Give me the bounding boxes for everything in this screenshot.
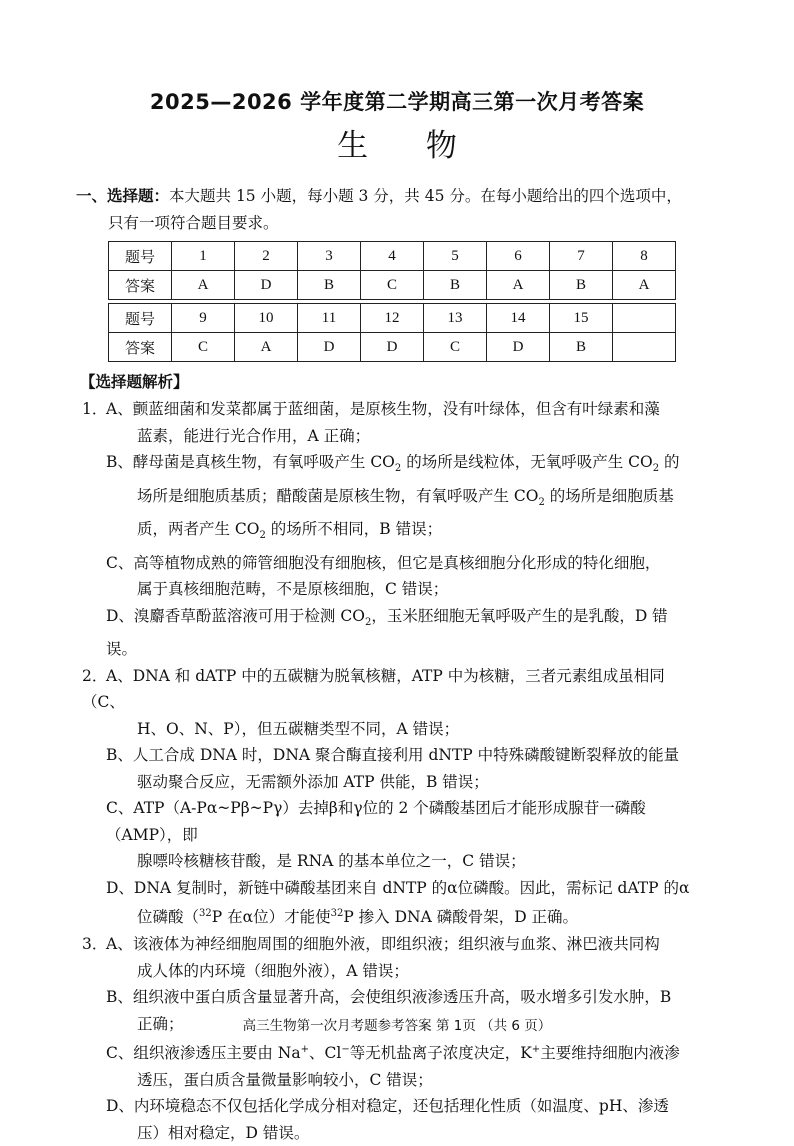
table-cell: D [487,333,550,362]
question-3 [82,931,696,1146]
table-cell: C [361,271,424,300]
option-text: B、组织液中蛋白质含量显著升高，会使组织液渗透压升高，吸水增多引发水肿，B [106,988,672,1007]
option-text: D、内环境稳态不仅包括化学成分相对稳定，还包括理化性质（如温度、pH、渗透 [106,1097,669,1116]
table-cell: 15 [550,304,613,333]
section-heading [76,183,706,237]
question-2 [82,663,696,931]
page-title: 2025—2026 学年度第二学期高三第一次月考答案 [149,90,645,114]
option-text: 成人体的内环境（细胞外液），A 错误； [137,961,409,980]
table-cell: 7 [550,242,613,271]
row-header: 答案 [109,271,172,300]
table-cell: B [298,271,361,300]
section-instructions-cont: 只有一项符合题目要求。 [108,214,279,232]
table-cell: 8 [613,242,676,271]
table-cell [613,304,676,333]
section-instructions: 本大题共 15 小题，每小题 3 分，共 45 分。在每小题给出的四个选项中， [169,187,682,205]
answer-table [108,241,676,362]
option-text: 位磷酸（$^{32}$P 在α位）才能使$^{32}$P 掺入 DNA 磷酸骨架，D 正确。 [137,908,579,927]
table-cell: 1 [172,242,235,271]
option-text: C、ATP（A-Pα~Pβ~Pγ）去掉β和γ位的 2 个磷酸基团后才能形成腺苷一磷酸（AMP），即 [106,799,646,844]
option-text: C、组织液渗透压主要由 Na+、Cl−等无机盐离子浓度决定，K+主要维持细胞内液渗 [106,1044,680,1063]
section-label: 一、选择题： [76,187,170,205]
table-cell: B [424,271,487,300]
table-cell: 10 [235,304,298,333]
table-cell: 11 [298,304,361,333]
option-text: 腺嘌呤核糖核苷酸，是 RNA 的基本单位之一，C 错误； [137,852,526,871]
table-row [109,242,676,271]
table-cell: A [613,271,676,300]
table-cell: A [487,271,550,300]
option-text: C、高等植物成熟的筛管细胞没有细胞核，但它是真核细胞分化形成的特化细胞， [106,553,661,572]
option-text: B、人工合成 DNA 时，DNA 聚合酶直接利用 dNTP 中特殊磷酸键断裂释放的能量 [106,746,680,765]
page-footer: 高三生物第一次月考题参考答案 第 1页 （共 6 页） [242,1018,552,1034]
table-cell: 13 [424,304,487,333]
table-cell: 3 [298,242,361,271]
table-cell: B [550,271,613,300]
table-cell: D [361,333,424,362]
option-text: D、溴麝香草酚蓝溶液可用于检测 $CO_2$，玉米胚细胞无氧呼吸产生的是乳酸，D 错误。 [106,606,668,659]
table-cell [613,333,676,362]
table-row [109,271,676,300]
option-text: D、DNA 复制时，新链中磷酸基团来自 dNTP 的α位磷酸。因此，需标记 dATP 的α [106,878,690,897]
table-cell: C [424,333,487,362]
option-text: 正确； [137,1014,184,1033]
table-cell: 2 [235,242,298,271]
option-text: H、O、N、P），但五碳糖类型不同，A 错误； [137,719,460,738]
option-text: A、DNA 和 dATP 中的五碳糖为脱氧核糖，ATP 中为核糖，三者元素组成虽相同（C、 [82,666,665,712]
question-number: 3． [82,935,108,954]
table-cell: A [172,271,235,300]
table-cell: C [172,333,235,362]
table-cell: 9 [172,304,235,333]
question-number: 2． [82,666,108,685]
option-text: A、颤蓝细菌和发菜都属于蓝细菌，是原核生物，没有叶绿体，但含有叶绿素和藻 [106,400,660,418]
table-cell: 12 [361,304,424,333]
option-text: 驱动聚合反应，无需额外添加 ATP 供能，B 错误； [137,772,489,791]
question-1 [82,396,696,663]
table-cell: B [550,333,613,362]
table-cell: 5 [424,242,487,271]
row-header: 题号 [109,304,172,333]
option-text: 质，两者产生 $CO_2$ 的场所不相同，B 错误； [137,520,443,542]
table-cell: A [235,333,298,362]
table-cell: 4 [361,242,424,271]
option-text: A、该液体为神经细胞周围的细胞外液，即组织液；组织液与血浆、淋巴液共同构 [106,935,660,954]
option-text: 蓝素，能进行光合作用，A 正确； [137,426,371,445]
option-text: 压）相对稳定，D 错误。 [137,1123,310,1142]
table-cell: D [298,333,361,362]
option-text: 场所是细胞质基质；醋酸菌是原核生物，有氧呼吸产生 $CO_2$ 的场所是细胞质基 [137,486,674,508]
subject-title: 生 物 [337,128,481,164]
option-text: 属于真核细胞范畴，不是原核细胞，C 错误； [137,580,449,599]
row-header: 答案 [109,333,172,362]
row-header: 题号 [109,242,172,271]
option-text: B、酵母菌是真核生物，有氧呼吸产生 $CO_2$ 的场所是线粒体，无氧呼吸产生 $CO_2$ 的 [106,453,680,475]
question-number: 1． [82,400,108,418]
table-row [109,304,676,333]
table-cell: D [235,271,298,300]
table-cell: 14 [487,304,550,333]
table-cell: 6 [487,242,550,271]
table-row [109,333,676,362]
option-text: 透压，蛋白质含量微量影响较小，C 错误； [137,1070,433,1089]
analysis-heading: 【选择题解析】 [80,373,189,391]
